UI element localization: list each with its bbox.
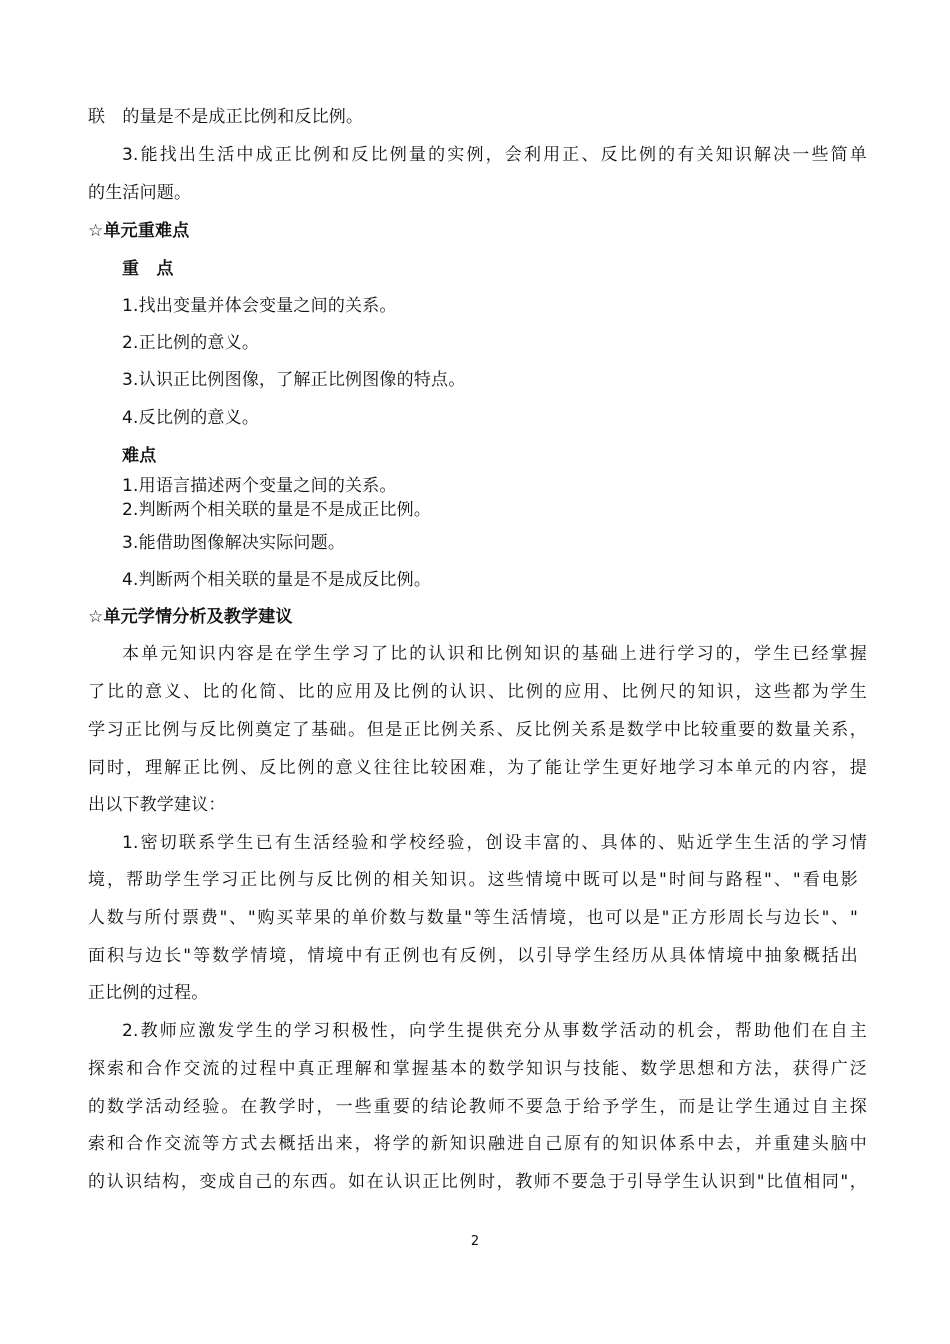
paragraph-line: 的数学活动经验。在教学时，一些重要的结论教师不要急于给予学生，而是让学生通过自主探: [88, 1097, 867, 1117]
paragraph-line: 本单元知识内容是在学生学习了比的认识和比例知识的基础上进行学习的，学生已经掌握: [122, 644, 867, 664]
subheading: 重 点: [122, 259, 174, 279]
paragraph-line: 2.教师应激发学生的学习积极性，向学生提供充分从事数学活动的机会，帮助他们在自主: [122, 1021, 867, 1041]
paragraph-line: 人数与所付票费"、"购买苹果的单价数与数量"等生活情境，也可以是"正方形周长与边长"、": [88, 908, 858, 928]
list-item: 4.判断两个相关联的量是不是成反比例。: [122, 570, 432, 590]
paragraph-line: 索和合作交流等方式去概括出来，将学的新知识融进自己原有的知识体系中去，并重建头脑中: [88, 1134, 867, 1154]
list-item: 2.判断两个相关联的量是不是成正比例。: [122, 500, 432, 520]
list-item: 3.能借助图像解决实际问题。: [122, 533, 346, 553]
list-item: 4.反比例的意义。: [122, 408, 260, 428]
text-line: 的生活问题。: [88, 183, 192, 203]
paragraph-line: 境，帮助学生学习正比例与反比例的相关知识。这些情境中既可以是"时间与路程"、"看电影: [88, 870, 858, 890]
list-item: 2.正比例的意义。: [122, 333, 260, 353]
paragraph-line: 探索和合作交流的过程中真正理解和掌握基本的数学知识与技能、数学思想和方法，获得广泛: [88, 1059, 867, 1079]
list-item: 3.认识正比例图像，了解正比例图像的特点。: [122, 370, 466, 390]
paragraph-line: 的认识结构，变成自己的东西。如在认识正比例时，教师不要急于引导学生认识到"比值相同"，: [88, 1172, 867, 1192]
paragraph-line: 1.密切联系学生已有生活经验和学校经验，创设丰富的、具体的、贴近学生生活的学习情: [122, 833, 867, 853]
section-heading: ☆单元重难点: [88, 221, 190, 241]
paragraph-line: 出以下教学建议：: [88, 795, 226, 815]
list-item: 1.找出变量并体会变量之间的关系。: [122, 296, 397, 316]
text-line: 联 的量是不是成正比例和反比例。: [88, 107, 364, 127]
paragraph-line: 同时，理解正比例、反比例的意义往往比较困难，为了能让学生更好地学习本单元的内容，提: [88, 758, 867, 778]
text-line: 3.能找出生活中成正比例和反比例量的实例，会利用正、反比例的有关知识解决一些简单: [122, 145, 867, 165]
paragraph-line: 面积与边长"等数学情境，情境中有正例也有反例，以引导学生经历从具体情境中抽象概括出: [88, 946, 858, 966]
page-number: 2: [470, 1234, 480, 1249]
list-item: 1.用语言描述两个变量之间的关系。: [122, 476, 397, 496]
subheading: 难点: [122, 446, 157, 466]
paragraph-line: 正比例的过程。: [88, 983, 209, 1003]
paragraph-line: 学习正比例与反比例奠定了基础。但是正比例关系、反比例关系是数学中比较重要的数量关系，: [88, 720, 867, 740]
section-heading: ☆单元学情分析及教学建议: [88, 607, 293, 627]
paragraph-line: 了比的意义、比的化简、比的应用及比例的认识、比例的应用、比例尺的知识，这些都为学生: [88, 682, 867, 702]
